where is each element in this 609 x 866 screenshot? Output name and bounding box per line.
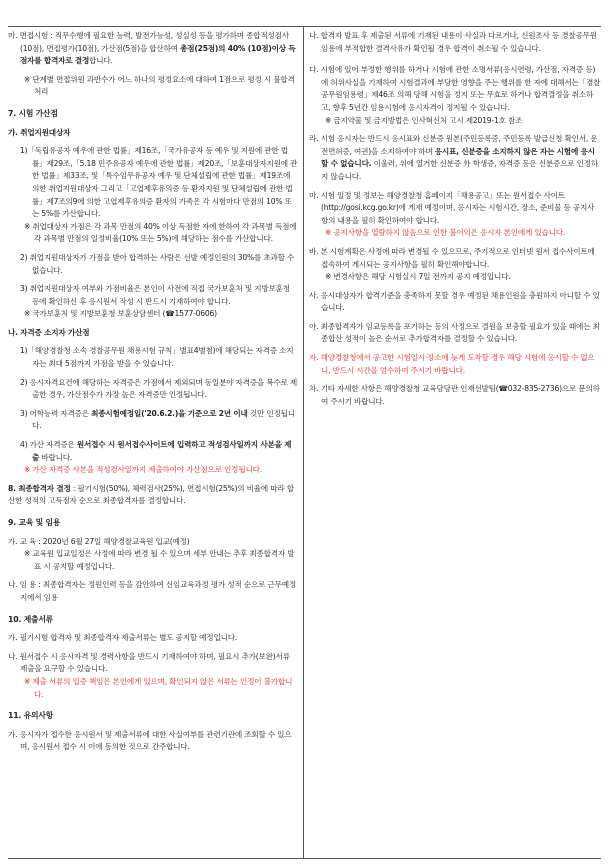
section-7-item-2: 2) 취업지원대상자가 가점을 받아 합격하는 사람은 선발 예정인원의 30%를 초과할 수 없습니다.: [20, 252, 295, 275]
section-9-ga: 가. 교 육 : 2020년 6월 27일 해양경찰교육원 입교(예정): [8, 536, 190, 546]
section-10-na: 나. 원서접수 시 응시자격 및 경력사항을 반드시 기재하여야 하며, 필요시 추가(보완)서류 제출을 요구할 수 있습니다.: [8, 651, 290, 674]
section-7-na: 나. 자격증 소지자 가산점: [8, 327, 90, 337]
notice-na: 나. 합격자 발표 후 제출된 서류에 기재된 내용이 사실과 다르거나, 신원조사 등 경찰공무원 임용에 부적합한 결격사유가 확인될 경우 합격이 취소될 수 있습니다.: [309, 31, 597, 53]
section-7-na-item-1: 1)「해양경찰청 소속 경찰공무원 채용시험 규칙」별표4별첨)에 해당되는 자격증 소지자는 최대 5점까지 가점을 받을 수 있습니다.: [20, 346, 294, 369]
section-7-item-3-note: ※ 국가보훈처 및 지방보훈청 보훈상담센터 (☎1577-0606): [24, 309, 217, 319]
notice-da-note: ※ 금지약물 및 금지방법은 인사혁신처 고시 제2019-1호 참조: [325, 115, 523, 125]
section-10-title: 10. 제출서류: [8, 614, 54, 624]
column-divider: [303, 26, 304, 858]
section-7-na-item-4-note: ※ 가산 자격증 사본을 적성검사일까지 제출하여야 가산점으로 인정됩니다.: [24, 465, 262, 475]
section-7-na-item-4: 4) 가산 자격증은 원서접수 시 원서접수사이트에 입력하고 적성검사일까지 사본을 제출 바랍니다.: [20, 440, 292, 462]
interview-exam-paragraph: 마. 면접시험 : 직무수행에 필요한 능력, 발전가능성, 성실성 등을 평가하며 종합적성검사(10점), 면접평가(10점), 가산점(5점)을 합산하여 총점(25점)의 40% (10점)이상 득점자를 합격자로 결정합니다.: [8, 31, 296, 66]
section-7-item-1: 1)「독립유공자 예우에 관한 법률」제16조,「국가유공자 등 예우 및 지원에 관한 법률」제29조,「5.18 민주유공자 예우에 관한 법률」제20조,「보훈대상자지원에 관한 법률」제33조, 및「특수임무유공자 예우 및 단체설립에 관한 법률」제19조에 의한 취업지원대상자 그리고「고엽제후유의증 등 환자지원 및 단체설립에 관한 법률」제7조의9에 의한 고엽제후유의증 환자의 가족은 각 시험마다 만점의 10% 또는 5%를 가산합니다.: [20, 146, 298, 219]
section-11-ga: 가. 응시자가 접수한 응시원서 및 제출서류에 대한 사실여부를 관련기관에 조회할 수 있으며, 응시원서 접수 시 이에 동의한 것으로 간주합니다.: [8, 729, 292, 752]
section-9-ga-note: ※ 교육원 입교일정은 사정에 따라 변경 될 수 있으며 세부 안내는 추후 최종합격자 발표 시 공지할 예정입니다.: [24, 549, 295, 571]
notice-ja: 자. 해양경찰청에서 공고한 시험일시·장소에 늦게 도착할 경우 해당 시험에 응시할 수 없으니, 반드시 시간을 엄수하여 주시기 바랍니다.: [309, 353, 595, 375]
notice-ma: 마. 시험 일정 및 정보는 해양경찰청 홈페이지「채용공고」또는 원서접수 사이트(http://gosi.kcg.go.kr)에 게재 예정이며, 응시자는 시험시간, 장소, 준비물 등 공지사항의 내용을 필히 확인하여야 합니다.: [309, 190, 595, 225]
notice-da: 다. 시험에 있어 부정한 행위를 하거나 시험에 관한 소명서류(응시연령, 가산점, 자격증 등)에 허위사실을 기재하여 시험결과에 부당한 영향을 주는 행위를 한 자에 대해서는「경찰공무원임용령」제46조 의해 당해 시험을 정지 또는 무효로 하거나 합격결정을 취소하고, 향후 5년간 임용시험에 응시자격이 정지될 수 있습니다.: [309, 65, 601, 112]
section-7-item-3: 3) 취업지원대상자 여부와 가점비율은 본인이 사전에 직접 국가보훈처 및 지방보훈청 등에 확인하신 후 응시원서 작성 시 반드시 기재하여야 합니다.: [20, 284, 290, 306]
notice-ma-note: ※ 공지사항을 열람하지 않음으로 인한 불이익은 응시자 본인에게 있습니다.: [325, 228, 566, 238]
section-7-ga: 가. 취업지원대상자: [8, 127, 71, 137]
notice-ba: 바. 본 시험계획은 사정에 따라 변경될 수 있으므로, 주기적으로 인터넷 원서 접수사이트에 접속하여 게시되는 공지사항을 필히 확인해야합니다.: [309, 246, 595, 269]
section-7-title: 7. 시험 가산점: [8, 108, 58, 118]
notice-ra: 라. 시험 응시자는 반드시 응시표와 신분증 원본(주민등록증, 주민등록 발급신청 확인서, 운전면허증, 여권)을 소지하여야 하며 응시표, 신분증을 소지하지 않은 자는 시험에 응시할 수 없습니다. 이울러, 위에 열거한 신분증 外 학생증, 자격증 등은 신분증으로 인정하지 않습니다.: [309, 134, 599, 181]
right-column: [309, 26, 601, 408]
notice-sa: 사. 응시대상자가 합격기준을 충족하지 못할 경우 예정된 채용인원을 충원하지 아니할 수 있습니다.: [309, 290, 600, 313]
section-7-na-item-3: 3) 어학능력 자격증은 최종시험예정일('20.6.2.)을 기준으로 2년 이내 것만 인정됩니다.: [20, 408, 295, 431]
bottom-border: [8, 858, 601, 859]
section-11-title: 11. 유의사항: [8, 711, 54, 721]
section-9-title: 9. 교육 및 임용: [8, 518, 61, 527]
notice-cha: 차. 기타 자세한 사항은 해양경찰청 교육담당관 인재선발팀(☎032-835-2736)으로 문의하여 주시기 바랍니다.: [309, 384, 600, 406]
section-8-final-decision: 8. 최종합격자 결정 : 필기시험(50%), 체력검사(25%), 면접시험(25%)의 비율에 따라 합산한 성적의 고득점자 순으로 최종합격자를 결정합니다.: [8, 483, 294, 506]
section-7-na-item-2: 2) 응시자격요건에 해당하는 자격증은 가점에서 제외되며 동일분야 자격증을 복수로 제출한 경우, 가산점수가 가장 높은 자격증만 인정됩니다.: [20, 377, 298, 400]
section-10-ga: 가. 필기시험 합격자 및 최종합격자 제출서류는 별도 공지할 예정입니다.: [8, 633, 238, 643]
section-10-na-note: ※ 제출 서류의 입증 책임은 본인에게 있으며, 확인되지 않은 서류는 인정이 불가합니다.: [24, 676, 293, 699]
notice-aa: 아. 최종합격자가 임교등록을 포기하는 등의 사정으로 결원을 보충할 필요가 있을 때에는 최종합산 성적이 높은 순서로 추가합격자를 결정할 수 있습니다.: [309, 321, 600, 344]
section-7-item-1-note: ※ 취업대상자 가점은 각 과목 만점의 40% 이상 득점한 자에 한하여 각 과목별 득점에 각 과목별 만점의 일정비율(10% 또는 5%)에 해당하는 점수를 가산합니다.: [24, 221, 297, 244]
left-column: [8, 26, 298, 754]
section-9-na: 나. 임 용 : 최종합격자는 정원인력 등을 감안하여 신임교육과정 평가 성적 순으로 근무예정지에서 임용: [8, 580, 297, 602]
notice-ba-note: ※ 변경사항은 해당 시험실시 7일 전까지 공지 예정입니다.: [325, 272, 511, 282]
interview-note: ※ 단계별 면접위원 과반수가 어느 하나의 평정요소에 대하여 1점으로 평정 시 불합격처리: [24, 74, 295, 97]
